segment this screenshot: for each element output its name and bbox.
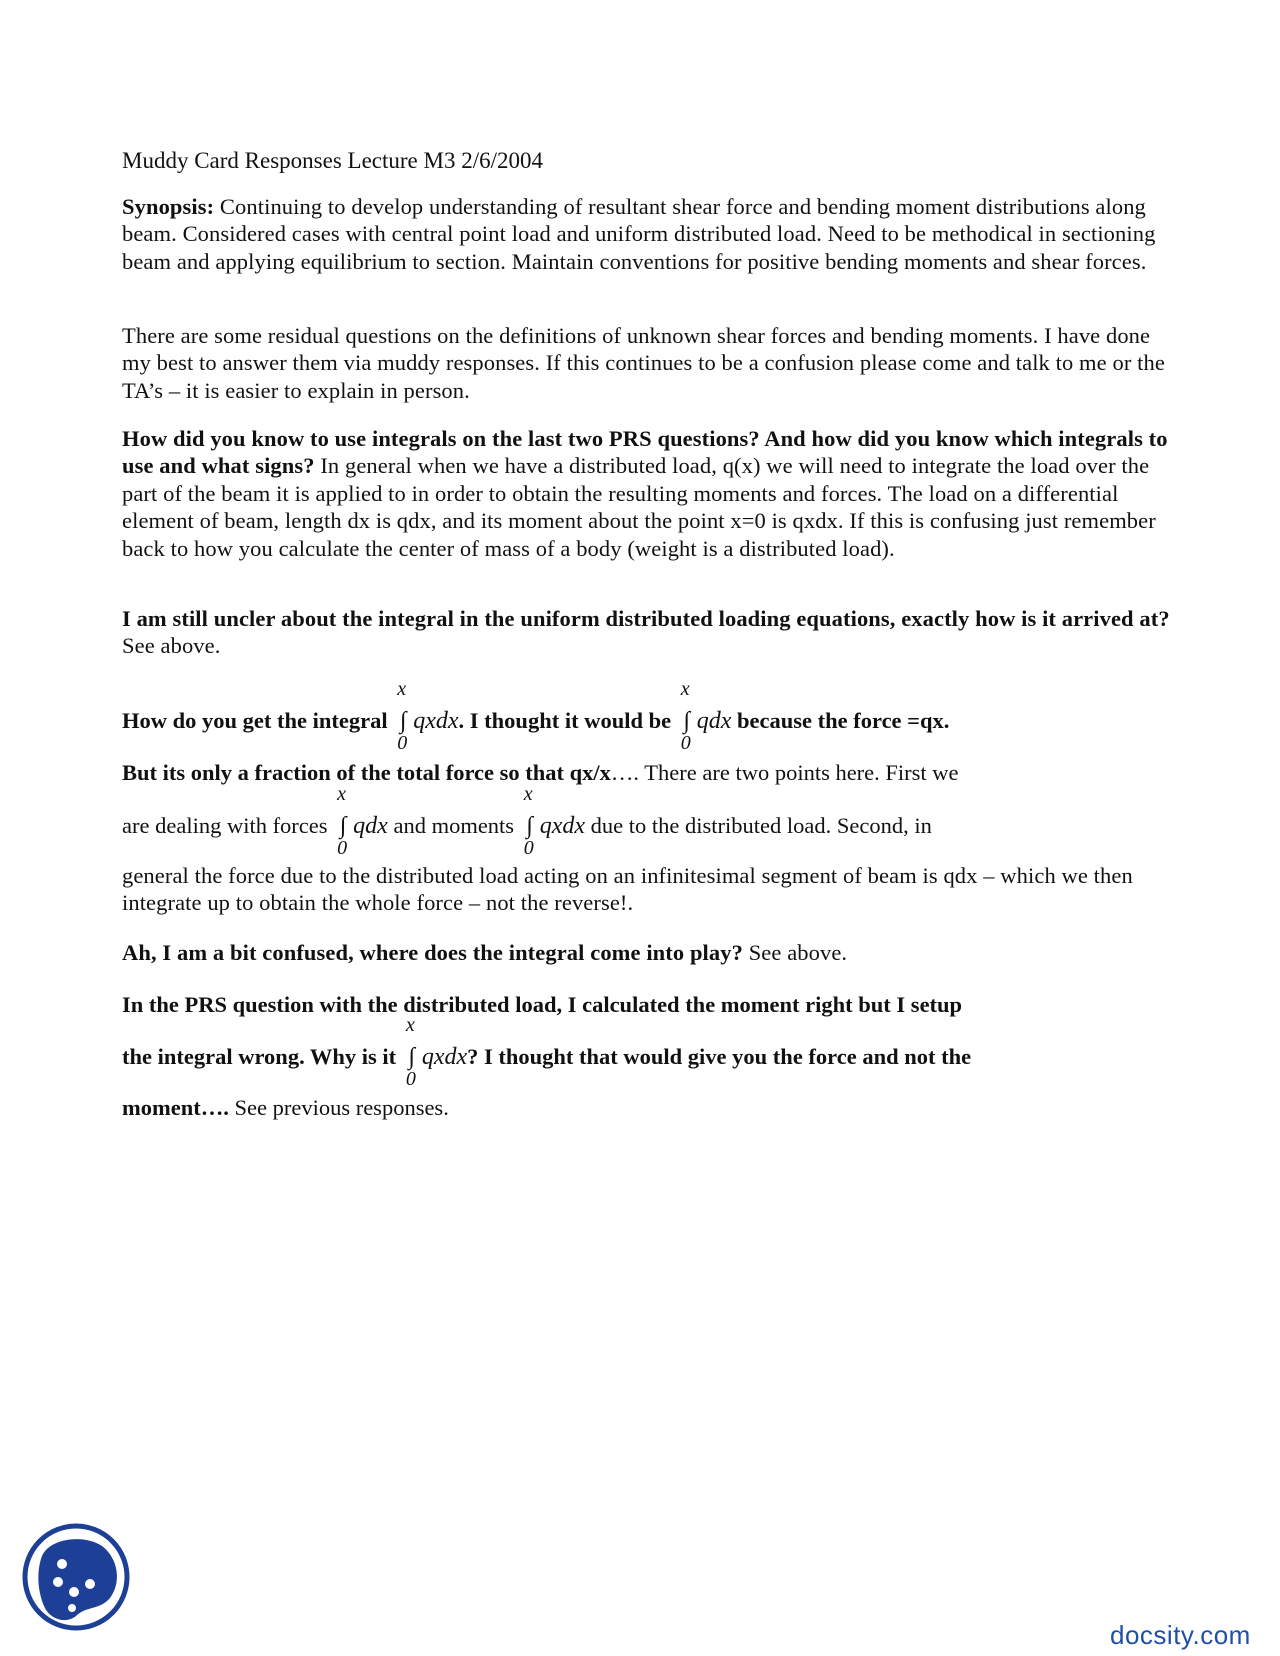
- question-text: Ah, I am a bit confused, where does the integral come into play?: [122, 940, 743, 965]
- integrand: qxdx: [421, 1044, 468, 1070]
- prs-question-line-1: [122, 992, 962, 1018]
- integral-upper-limit: x: [680, 678, 690, 700]
- integrand: qdx: [353, 813, 388, 839]
- answer-text: In general when we have a distributed load, q(x) we will need to integrate the load over the part of the beam it is applied to in order to obtain the resulting moments and forces. The load on a differential element of beam, length dx is qdx, and its moment about the point x=0 is qxdx. If this is confusing just remember back to how you calculate the center of mass of a body (weight is a distributed load).: [122, 453, 1156, 561]
- docsity-logo-icon[interactable]: [22, 1522, 130, 1632]
- synopsis-text: Continuing to develop understanding of resultant shear force and bending moment distributions along beam. Considered cases with central point load and uniform distributed load. Need to be methodical in sectioning beam and applying equilibrium to section. Maintain conventions for positive bending moments and shear forces.: [122, 194, 1156, 274]
- answer-text: …. There are two points here. First we: [610, 760, 959, 785]
- prs-question-line-2: [122, 1014, 972, 1090]
- integral-lower-limit: 0: [405, 1068, 416, 1090]
- question-text: But its only a fraction of the total force so that qx/x: [122, 760, 611, 785]
- question-text: In the PRS question with the distributed load, I calculated the moment right but I setup: [122, 992, 963, 1017]
- answer-text: See above.: [742, 940, 848, 965]
- answer-text: due to the distributed load. Second, in: [585, 813, 932, 838]
- answer-text: See previous responses.: [228, 1095, 449, 1120]
- question-text: How do you get the integral: [122, 708, 394, 733]
- prs-question-line-3: [122, 1095, 449, 1121]
- uniform-load-qa-paragraph: [122, 605, 1172, 660]
- integral-come-into-play-paragraph: [122, 939, 1172, 966]
- integral-question-line-1: [122, 678, 950, 754]
- integral-sign-icon: ∫ x 0: [680, 678, 691, 754]
- integral-upper-limit: x: [405, 1014, 415, 1036]
- integral-upper-limit: x: [397, 678, 407, 700]
- question-text: because the force =qx.: [731, 708, 950, 733]
- integral-upper-limit: x: [523, 783, 533, 805]
- integrand: qxdx: [539, 813, 585, 839]
- integral-answer-continuation: general the force due to the distributed load acting on an infinitesimal segment of beam is qdx – which we then integrate up to obtain the whole force – not the reverse!.: [122, 863, 1133, 916]
- answer-text: and moments: [387, 813, 520, 838]
- integrand: qdx: [696, 708, 732, 734]
- question-text: . I thought it would be: [458, 708, 677, 733]
- page-title: Muddy Card Responses Lecture M3 2/6/2004: [122, 148, 543, 173]
- answer-text: are dealing with forces: [122, 813, 334, 838]
- question-text: the integral wrong. Why is it: [122, 1044, 402, 1069]
- integral-lower-limit: 0: [680, 732, 691, 754]
- integral-sign-icon: ∫ x 0: [397, 678, 408, 754]
- question-text: ? I thought that would give you the force and not the: [467, 1044, 972, 1069]
- integrand: qxdx: [413, 708, 459, 734]
- question-text: I am still uncler about the integral in the uniform distributed loading equations, exactly how is it arrived at?: [122, 606, 1170, 631]
- integral-sign-icon: ∫ x 0: [337, 783, 348, 859]
- question-text: moment….: [122, 1095, 229, 1120]
- footer-brand-link[interactable]: docsity.com: [1110, 1620, 1251, 1650]
- synopsis-paragraph: [122, 193, 1172, 275]
- integral-lower-limit: 0: [337, 837, 348, 859]
- question-text: How did you know to use integrals on the last two PRS questions? And how did you know which integrals to use and what signs?: [122, 426, 1168, 479]
- synopsis-label: Synopsis:: [122, 194, 215, 219]
- integral-sign-icon: ∫ x 0: [405, 1014, 416, 1090]
- integral-lower-limit: 0: [397, 732, 408, 754]
- answer-text: See above.: [122, 633, 221, 659]
- integral-upper-limit: x: [337, 783, 347, 805]
- integral-lower-limit: 0: [523, 837, 534, 859]
- integral-sign-icon: ∫ x 0: [523, 783, 534, 859]
- integral-question-line-2: [122, 760, 959, 786]
- integrals-qa-paragraph: [122, 425, 1172, 562]
- integral-answer-line: [122, 783, 932, 859]
- residual-questions-paragraph: There are some residual questions on the definitions of unknown shear forces and bending moments. I have done my best to answer them via muddy responses. If this continues to be a confusion please come and talk to me or the TA’s – it is easier to explain in person.: [122, 323, 1165, 403]
